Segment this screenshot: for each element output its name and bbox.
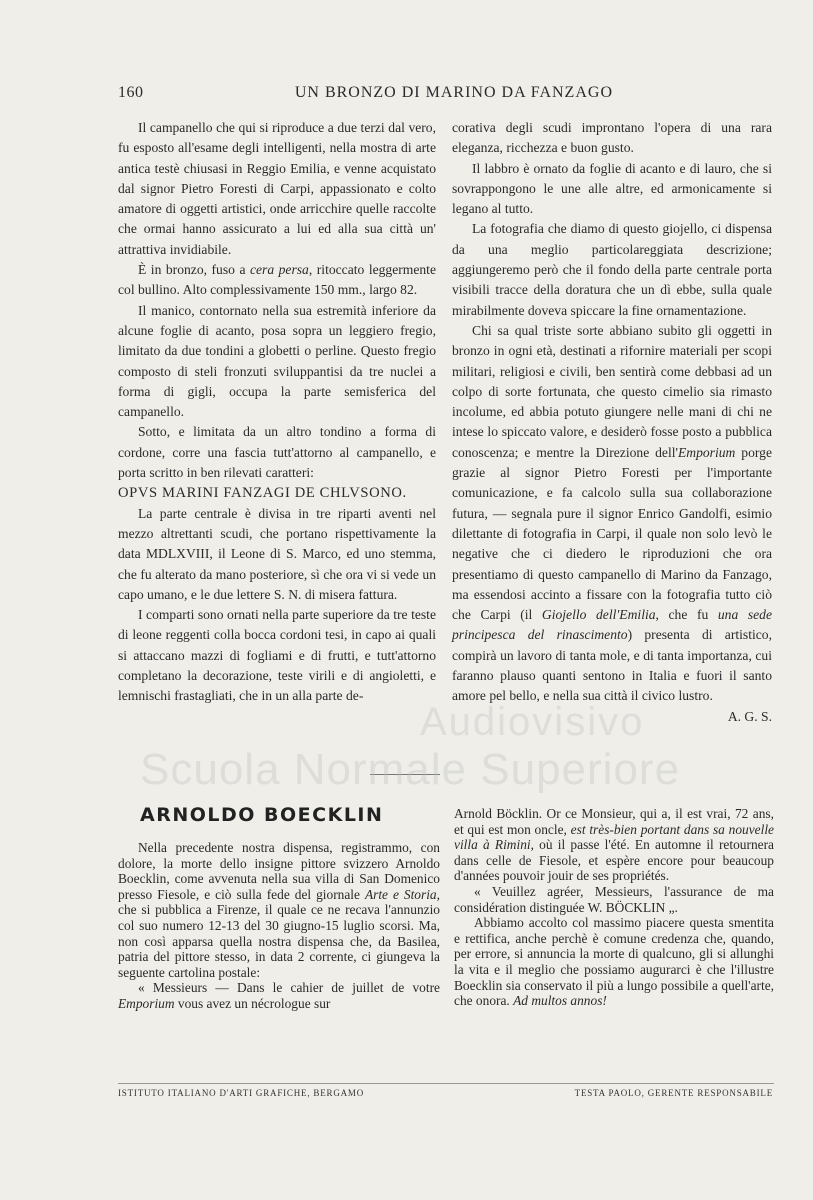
paragraph: La fotografia che diamo di questo giojello, ci dispensa da una meglio particolareggiata descrizione; aggiungeremo però che il fondo della parte centrale porta visibili tracce della doratura che un dì ebbe, sulla quale mirabilmente doveva spiccare la fine ornamentazione. <box>452 221 772 318</box>
paragraph: I comparti sono ornati nella parte superiore da tre teste di leone reggenti colla bocca cordoni tesi, in capo ai quali si attaccano mazzi di fogliami e di frutti, e tutt'attorno completano la decorazione, teste virili e di angioletti, e lemnischi frastagliati, che in un alla parte de- <box>118 607 436 704</box>
paragraph: « Messieurs — Dans le cahier de juillet de votre Emporium vous avez un nécrologue sur <box>118 980 440 1011</box>
paragraph: Arnold Böcklin. Or ce Monsieur, qui a, il est vrai, 72 ans, et qui est mon oncle, est très-bien portant dans sa nouvelle villa à Rimini, où il passe l'été. En automne il retournera dans celle de Fiesole, et espère encore pour beaucoup d'années pouvoir jouir de ses propriétés. <box>454 806 774 884</box>
article1-right-column <box>452 118 772 727</box>
paragraph: Abbiamo accolto col massimo piacere questa smentita e rettifica, anche perchè è comune credenza che, quando, per errore, si annuncia la morte di qualcuno, gli si allunghi la vita e il meglio che possiamo augurarci è che l'illustre Boecklin sia conservato il più a lungo possibile a quell'arte, che onora. Ad multos annos! <box>454 915 774 1009</box>
paragraph: corativa degli scudi improntano l'opera di una rara eleganza, ricchezza e buon gusto. <box>452 120 772 156</box>
paragraph: Il labbro è ornato da foglie di acanto e di lauro, che si sovrappongono le une alle altre, ed armonicamente si legano al tutto. <box>452 160 772 217</box>
footer-rule <box>118 1083 774 1084</box>
section-divider <box>370 774 440 775</box>
running-title: UN BRONZO DI MARINO DA FANZAGO <box>294 84 613 101</box>
paragraph: È in bronzo, fuso a cera persa, ritoccato leggermente col bullino. Alto complessivamente 150 mm., largo 82. <box>118 262 436 298</box>
footer-printer: ISTITUTO ITALIANO D'ARTI GRAFICHE, BERGAMO <box>118 1088 365 1098</box>
watermark-line2: Scuola Normale Superiore <box>140 745 681 794</box>
article1-left-column <box>118 118 436 707</box>
page-number: 160 <box>118 84 144 101</box>
paragraph: Il manico, contornato nella sua estremità inferiore da alcune foglie di acanto, posa sopra un leggiero fregio, limitato da due tondini a globetti o perline. Questo fregio composto di steli fronzuti sviluppantisi da tre nuclei a forma di gigli, occupa la parte semisferica del campanello. <box>118 302 436 420</box>
article2-right-column <box>454 806 774 1009</box>
watermark-line1: Audiovisivo <box>420 700 645 744</box>
paragraph: Il campanello che qui si riproduce a due terzi dal vero, fu esposto all'esame degli intelligenti, nella mostra di arte antica testè chiusasi in Reggio Emilia, e venne acquistato dal signor Pietro Foresti di Carpi, appassionato e colto amatore di oggetti artistici, onde arricchire quelle raccolte che ormai hanno assicurato a lui ed alla sua città un' attrattiva invidiabile. <box>118 120 436 257</box>
paragraph: Chi sa qual triste sorte abbiano subito gli oggetti in bronzo in ogni età, destinati a rifornire materiali per scopi militari, religiosi e civili, ben sentirà come debbasi ad un colpo di sorte fortunata, che questo cimelio sia rimasto incolume, ed abbia potuto giungere nelle mani di chi ne intese lo spiccato valore, e desiderò fosse posto a pubblica conoscenza; e mentre la Direzione dell'Emporium porge grazie al signor Pietro Foresti per l'importante comunicazione, e fa calcolo sulla sua collaborazione futura, — segnala pure il signor Enrico Gandolfi, esimio dilettante di fotografia in Carpi, il quale non solo levò le negative che ci diedero le riproduzioni che ora presentiamo di questo campanello di Marino da Fanzago, ma essendosi accinto a fissare con la fotografia tutto ciò che Carpi (il Giojello dell'Emilia, che fu una sede principesca del rinascimento) presenta di artistico, compirà un lavoro di tanta mole, e di tanta importanza, cui faranno plauso quanti sentono in Italia e fuori il santo amore pel bello, e nella sua città il civico lustro. A. G. S. <box>452 321 772 707</box>
footer-manager: TESTA PAOLO, GERENTE RESPONSABILE <box>574 1088 773 1098</box>
running-head <box>118 84 613 108</box>
paragraph: La parte centrale è divisa in tre riparti aventi nel mezzo altrettanti scudi, che portano rispettivamente la data MDLXVIII, il Leone di S. Marco, ed uno stemma, che fu alterato da mano posteriore, sì che ora vi si vede un capo umano, e le due lettere S. N. di misera fattura. <box>118 505 436 602</box>
inscription: OPVS MARINI FANZAGI DE CHLVSONO. <box>118 485 407 502</box>
paragraph: Sotto, e limitata da un altro tondino a forma di cordone, corre una fascia tutt'attorno al campanello, e porta scritto in ben rilevati caratteri: OPVS MARINI FANZAGI DE CHLVSONO. <box>118 424 436 502</box>
article2-left-column <box>118 840 440 1012</box>
article2-title: ARNOLDO BOECKLIN <box>140 804 384 826</box>
paragraph: Nella precedente nostra dispensa, registrammo, con dolore, la morte dello insigne pittore svizzero Arnoldo Boecklin, come avvenuta nella sua villa di San Domenico presso Fiesole, e ciò sulla fede del giornale Arte e Storia, che si pubblica a Firenze, il quale ce ne recava l'annunzio col suo numero 12-13 del 30 giugno-15 luglio scorsi. Ma, non così apparsa quella nostra dispensa che, da Basilea, patria del pittore stesso, in data 2 corrente, ci giungeva la seguente cartolina postale: <box>118 840 440 980</box>
italic-term: cera persa <box>249 262 309 278</box>
signature: A. G. S. <box>727 708 772 724</box>
paragraph: « Veuillez agréer, Messieurs, l'assurance de ma considération distinguée W. BÖCKLIN „. <box>454 883 774 915</box>
